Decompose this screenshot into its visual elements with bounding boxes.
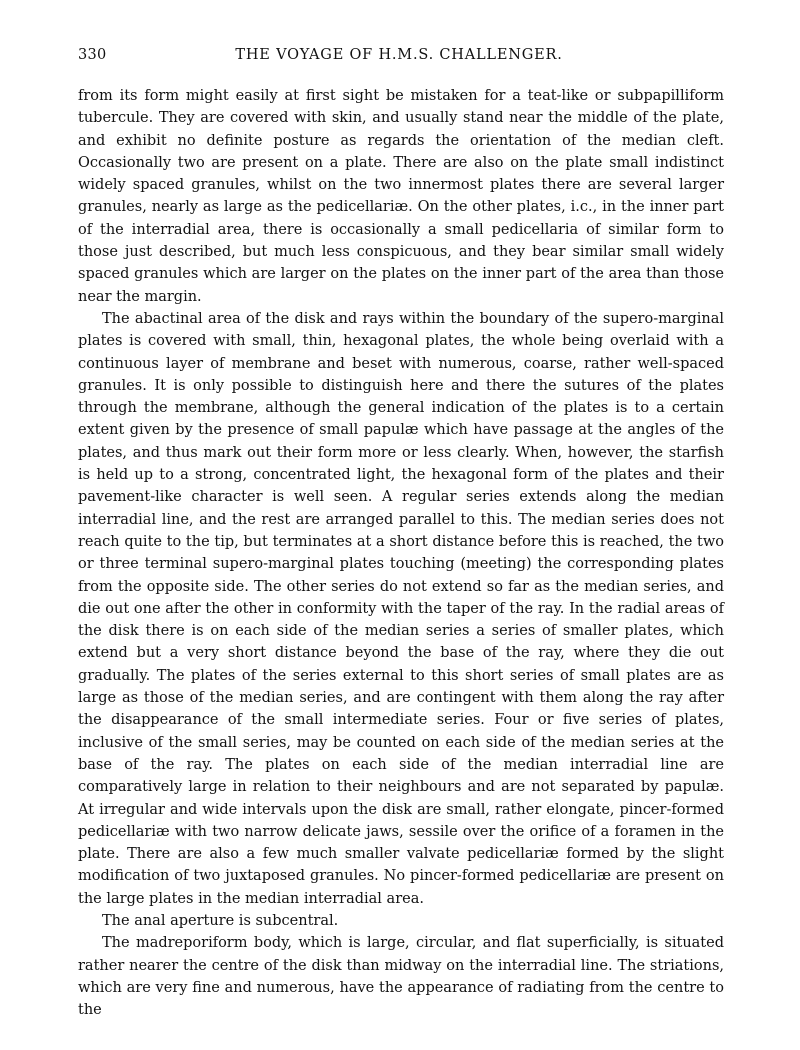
paragraph-abactinal-area: The abactinal area of the disk and rays within the boundary of the supero-marginal plates is covered with small, thin, hexagonal plates, the whole being overlaid with a continuous layer of membrane and beset with numerous, coarse, rather well-spaced granules. It is only possible to distinguish here and there the sutures of the plates through the membrane, although the general indication of the plates is to a certain extent given by the presence of small papulæ which have passage at the angles of the plates, and thus mark out their form more or less clearly. When, however, the starfish is held up to a strong, concentrated light, the hexagonal form of the plates and their pavement-like character is well seen. A regular series extends along the median interradial line, and the rest are arranged parallel to this. The median series does not reach quite to the tip, but terminates at a short distance before this is reached, the two or three terminal supero-marginal plates touching (meeting) the corresponding plates from the opposite side. The other series do not extend so far as the median series, and die out one after the other in conformity with the taper of the ray. In the radial areas of the disk there is on each side of the median series a series of smaller plates, which extend but a very short distance beyond the base of the ray, where they die out gradually. The plates of the series external to this short series of small plates are as large as those of the median series, and are contingent with them along the ray after the disappearance of the small intermediate series. Four or five series of plates, inclusive of the small series, may be counted on each side of the median series at the base of the ray. The plates on each side of the median interradial line are comparatively large in relation to their neighbours and are not separated by papulæ. At irregular and wide intervals upon the disk are small, rather elongate, pincer-formed pedicellariæ with two narrow delicate jaws, sessile over the orifice of a foramen in the plate. There are also a few much smaller valvate pedicellariæ formed by the slight modification of two juxtaposed granules. No pincer-formed pedicellariæ are present on the large plates in the median interradial area. [78, 310, 724, 907]
page-number: 330 [78, 47, 107, 63]
paragraph-continuation: from its form might easily at first sight be mistaken for a teat-like or subpapilliform tubercule. They are covered with skin, and usually stand near the middle of the plate, and exhibit no definite posture as regards the orientation of the median cleft. Occasionally two are present on a plate. There are also on the plate small indistinct widely spaced granules, whilst on the two innermost plates there are several larger granules, nearly as large as the pedicellariæ. On the other plates, i.c., in the inner part of the interradial area, there is occasionally a small pedicellaria of similar form to those just described, but much less conspicuous, and they bear similar small widely spaced granules which are larger on the plates on the inner part of the area than those near the margin. [78, 88, 724, 305]
paragraph-madreporiform-body: The madreporiform body, which is large, circular, and flat superficially, is situated rather nearer the centre of the disk than midway on the interradial line. The striations, which are very fine and numerous, have the appearance of radiating from the centre to the [78, 935, 724, 1019]
page-header [78, 47, 720, 69]
body-text [78, 85, 724, 1021]
running-title: THE VOYAGE OF H.M.S. CHALLENGER. [235, 47, 563, 63]
paragraph-anal-aperture: The anal aperture is subcentral. [102, 912, 339, 929]
